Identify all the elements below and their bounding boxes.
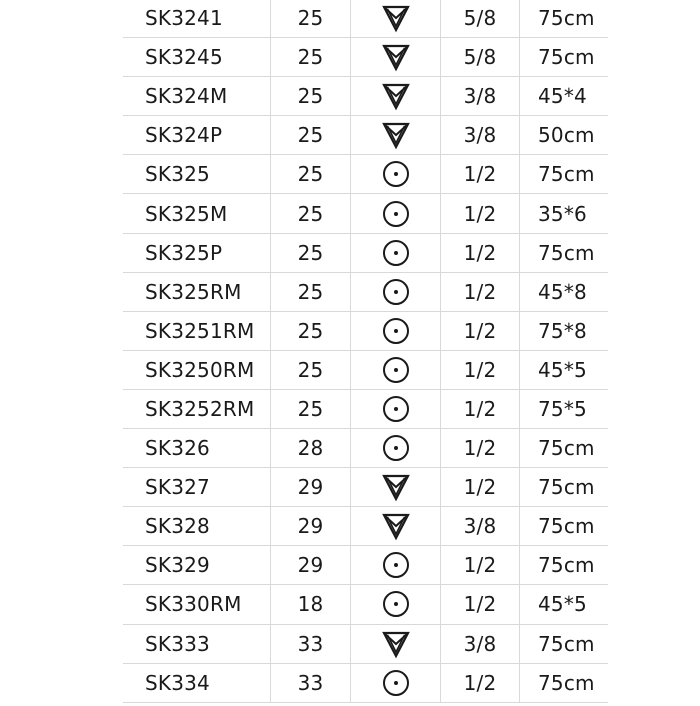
product-number: 25 xyxy=(271,351,351,389)
table-row xyxy=(123,234,608,273)
product-code: SK327 xyxy=(123,468,271,506)
product-code: SK325 xyxy=(123,155,271,193)
product-fraction: 1/2 xyxy=(441,312,520,350)
circle-dot-icon xyxy=(381,355,411,385)
product-number: 33 xyxy=(271,625,351,663)
product-length: 45*4 xyxy=(538,84,587,109)
table-row xyxy=(123,585,608,624)
triangle-icon xyxy=(381,511,411,541)
table-row xyxy=(123,194,608,233)
table-row xyxy=(123,429,608,468)
product-fraction: 1/2 xyxy=(441,664,520,702)
product-length: 75cm xyxy=(538,631,595,656)
product-length: 75*8 xyxy=(538,318,587,343)
table-row xyxy=(123,38,608,77)
product-code: SK3241 xyxy=(123,0,271,37)
product-fraction: 3/8 xyxy=(441,77,520,115)
table-row xyxy=(123,351,608,390)
product-fraction: 1/2 xyxy=(441,429,520,467)
circle-dot-icon xyxy=(381,433,411,463)
product-length: 45*5 xyxy=(538,592,587,617)
product-code: SK325RM xyxy=(123,273,271,311)
symbol-cell xyxy=(351,664,441,702)
product-code: SK330RM xyxy=(123,585,271,623)
product-code: SK3250RM xyxy=(123,351,271,389)
product-table xyxy=(123,0,608,703)
symbol-cell xyxy=(351,507,441,545)
product-fraction: 1/2 xyxy=(441,468,520,506)
product-number: 33 xyxy=(271,664,351,702)
product-number: 25 xyxy=(271,116,351,154)
symbol-cell xyxy=(351,390,441,428)
triangle-icon xyxy=(381,3,411,33)
symbol-cell xyxy=(351,116,441,154)
triangle-icon xyxy=(381,629,411,659)
symbol-cell xyxy=(351,429,441,467)
table-row xyxy=(123,507,608,546)
product-code: SK3251RM xyxy=(123,312,271,350)
product-code: SK329 xyxy=(123,546,271,584)
table-row xyxy=(123,625,608,664)
table-row xyxy=(123,116,608,155)
symbol-cell xyxy=(351,585,441,623)
table-row xyxy=(123,312,608,351)
product-length: 75cm xyxy=(538,670,595,695)
product-code: SK334 xyxy=(123,664,271,702)
symbol-cell xyxy=(351,77,441,115)
circle-dot-icon xyxy=(381,589,411,619)
product-length: 75cm xyxy=(538,475,595,500)
product-number: 25 xyxy=(271,194,351,232)
circle-dot-icon xyxy=(381,238,411,268)
product-length: 75cm xyxy=(538,240,595,265)
table-row xyxy=(123,0,608,38)
product-number: 25 xyxy=(271,155,351,193)
circle-dot-icon xyxy=(381,277,411,307)
circle-dot-icon xyxy=(381,550,411,580)
product-length: 75cm xyxy=(538,553,595,578)
triangle-icon xyxy=(381,42,411,72)
product-fraction: 1/2 xyxy=(441,585,520,623)
product-number: 25 xyxy=(271,234,351,272)
symbol-cell xyxy=(351,625,441,663)
product-fraction: 3/8 xyxy=(441,116,520,154)
product-number: 29 xyxy=(271,546,351,584)
product-length: 75cm xyxy=(538,514,595,539)
symbol-cell xyxy=(351,0,441,37)
product-length: 35*6 xyxy=(538,201,587,226)
product-fraction: 1/2 xyxy=(441,546,520,584)
product-number: 25 xyxy=(271,273,351,311)
product-number: 29 xyxy=(271,468,351,506)
product-length: 75*5 xyxy=(538,396,587,421)
symbol-cell xyxy=(351,468,441,506)
symbol-cell xyxy=(351,273,441,311)
product-fraction: 1/2 xyxy=(441,194,520,232)
product-number: 25 xyxy=(271,0,351,37)
table-row xyxy=(123,546,608,585)
product-fraction: 3/8 xyxy=(441,625,520,663)
product-fraction: 1/2 xyxy=(441,273,520,311)
product-code: SK3252RM xyxy=(123,390,271,428)
symbol-cell xyxy=(351,351,441,389)
product-length: 45*5 xyxy=(538,357,587,382)
table-row xyxy=(123,77,608,116)
product-length: 50cm xyxy=(538,123,595,148)
circle-dot-icon xyxy=(381,159,411,189)
circle-dot-icon xyxy=(381,316,411,346)
circle-dot-icon xyxy=(381,668,411,698)
triangle-icon xyxy=(381,472,411,502)
table-row xyxy=(123,664,608,703)
product-number: 25 xyxy=(271,77,351,115)
product-fraction: 5/8 xyxy=(441,0,520,37)
product-fraction: 5/8 xyxy=(441,38,520,76)
product-code: SK324P xyxy=(123,116,271,154)
product-length: 75cm xyxy=(538,162,595,187)
product-length: 75cm xyxy=(538,45,595,70)
symbol-cell xyxy=(351,312,441,350)
product-code: SK3245 xyxy=(123,38,271,76)
symbol-cell xyxy=(351,546,441,584)
table-row xyxy=(123,390,608,429)
table-row xyxy=(123,273,608,312)
product-fraction: 1/2 xyxy=(441,351,520,389)
circle-dot-icon xyxy=(381,394,411,424)
product-number: 18 xyxy=(271,585,351,623)
product-length: 45*8 xyxy=(538,279,587,304)
symbol-cell xyxy=(351,234,441,272)
product-number: 29 xyxy=(271,507,351,545)
table-row xyxy=(123,468,608,507)
product-fraction: 1/2 xyxy=(441,390,520,428)
product-fraction: 3/8 xyxy=(441,507,520,545)
triangle-icon xyxy=(381,81,411,111)
symbol-cell xyxy=(351,38,441,76)
product-number: 25 xyxy=(271,390,351,428)
product-fraction: 1/2 xyxy=(441,155,520,193)
product-number: 28 xyxy=(271,429,351,467)
circle-dot-icon xyxy=(381,199,411,229)
product-number: 25 xyxy=(271,38,351,76)
product-length: 75cm xyxy=(538,436,595,461)
product-length: 75cm xyxy=(538,6,595,31)
product-code: SK325M xyxy=(123,194,271,232)
table-row xyxy=(123,155,608,194)
product-number: 25 xyxy=(271,312,351,350)
product-code: SK324M xyxy=(123,77,271,115)
product-code: SK333 xyxy=(123,625,271,663)
product-code: SK328 xyxy=(123,507,271,545)
triangle-icon xyxy=(381,120,411,150)
product-code: SK326 xyxy=(123,429,271,467)
product-fraction: 1/2 xyxy=(441,234,520,272)
symbol-cell xyxy=(351,194,441,232)
symbol-cell xyxy=(351,155,441,193)
product-code: SK325P xyxy=(123,234,271,272)
